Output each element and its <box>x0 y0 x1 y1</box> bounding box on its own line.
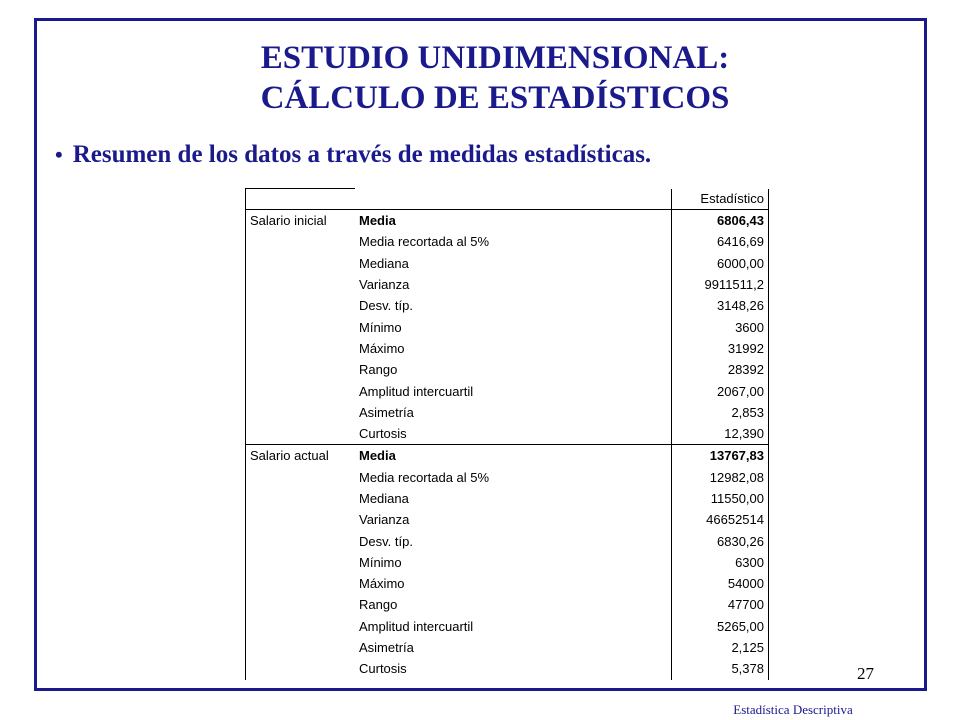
table-row <box>246 359 769 380</box>
statistic-name-cell: Desv. típ. <box>359 298 413 314</box>
table-row <box>246 445 769 467</box>
statistic-name-cell: Máximo <box>359 340 405 356</box>
statistic-value-cell: 5,378 <box>672 658 769 679</box>
statistic-value-cell: 2,125 <box>672 637 769 658</box>
statistic-name-cell: Curtosis <box>359 661 407 677</box>
variable-cell <box>246 467 356 488</box>
table-row <box>246 594 769 615</box>
variable-cell <box>246 402 356 423</box>
statistics-table <box>245 188 769 680</box>
variable-cell: Salario inicial <box>246 210 356 232</box>
statistic-value-cell: 46652514 <box>672 509 769 530</box>
statistic-name-cell: Desv. típ. <box>359 533 413 549</box>
variable-cell <box>246 637 356 658</box>
table-row <box>246 380 769 401</box>
statistic-name-cell: Asimetría <box>359 640 414 656</box>
table-row <box>246 488 769 509</box>
variable-cell <box>246 488 356 509</box>
statistic-value-cell: 12,390 <box>672 423 769 445</box>
table-row <box>246 658 769 679</box>
page-number: 27 <box>857 664 874 683</box>
variable-cell <box>246 359 356 380</box>
statistic-value-cell: 6000,00 <box>672 253 769 274</box>
title-line-2: CÁLCULO DE ESTADÍSTICOS <box>260 80 730 116</box>
statistic-name-cell: Media <box>359 213 396 229</box>
table-row <box>246 231 769 252</box>
statistics-table-body <box>246 189 769 680</box>
variable-cell <box>246 274 356 295</box>
header-blank-cell <box>246 189 356 210</box>
statistic-name-cell: Media recortada al 5% <box>359 469 490 485</box>
variable-cell <box>246 594 356 615</box>
statistic-name-cell: Máximo <box>359 576 405 592</box>
statistic-value-cell: 3148,26 <box>672 295 769 316</box>
variable-cell <box>246 253 356 274</box>
footer-text: Estadística Descriptiva <box>733 702 853 717</box>
statistic-value-cell: 11550,00 <box>672 488 769 509</box>
bullet-marker: • <box>55 142 63 167</box>
table-row <box>246 530 769 551</box>
statistic-name-cell: Asimetría <box>359 404 414 420</box>
statistic-name-cell: Amplitud intercuartil <box>359 383 474 399</box>
table-row <box>246 295 769 316</box>
statistic-name-cell: Media recortada al 5% <box>359 234 490 250</box>
table-row <box>246 552 769 573</box>
statistic-name-cell: Varianza <box>359 277 410 293</box>
header-statistic: Estadístico <box>672 189 769 210</box>
variable-cell <box>246 616 356 637</box>
statistic-name-cell: Media <box>359 448 396 464</box>
header-blank-cell <box>355 189 672 210</box>
statistic-value-cell: 3600 <box>672 316 769 337</box>
table-row <box>246 253 769 274</box>
statistic-value-cell: 12982,08 <box>672 467 769 488</box>
table-header-row <box>246 189 769 210</box>
statistic-value-cell: 6416,69 <box>672 231 769 252</box>
table-row <box>246 467 769 488</box>
variable-cell <box>246 380 356 401</box>
bullet-item <box>55 138 651 172</box>
statistic-name-cell: Rango <box>359 362 398 378</box>
table-row <box>246 210 769 232</box>
variable-cell <box>246 231 356 252</box>
statistic-value-cell: 5265,00 <box>672 616 769 637</box>
bullet-text: Resumen de los datos a través de medidas estadísticas. <box>72 141 652 168</box>
variable-cell <box>246 316 356 337</box>
variable-cell <box>246 295 356 316</box>
title-line-1: ESTUDIO UNIDIMENSIONAL: <box>260 40 730 76</box>
variable-cell <box>246 338 356 359</box>
statistic-value-cell: 2,853 <box>672 402 769 423</box>
statistic-value-cell: 28392 <box>672 359 769 380</box>
statistic-value-cell: 6806,43 <box>672 210 769 232</box>
table-row <box>246 423 769 445</box>
variable-cell <box>246 658 356 679</box>
statistic-value-cell: 13767,83 <box>672 445 769 467</box>
statistic-name-cell: Mediana <box>359 255 409 271</box>
statistic-name-cell: Rango <box>359 597 398 613</box>
slide-title <box>0 38 960 118</box>
table-row <box>246 274 769 295</box>
table-row <box>246 637 769 658</box>
statistic-value-cell: 47700 <box>672 594 769 615</box>
table-row <box>246 316 769 337</box>
variable-cell <box>246 573 356 594</box>
variable-cell <box>246 552 356 573</box>
table-row <box>246 402 769 423</box>
table-row <box>246 338 769 359</box>
table-row <box>246 573 769 594</box>
table-row <box>246 509 769 530</box>
statistic-value-cell: 54000 <box>672 573 769 594</box>
statistic-value-cell: 9911511,2 <box>672 274 769 295</box>
statistic-value-cell: 2067,00 <box>672 380 769 401</box>
variable-cell: Salario actual <box>246 445 356 467</box>
statistic-value-cell: 6300 <box>672 552 769 573</box>
statistic-name-cell: Varianza <box>359 512 410 528</box>
statistic-name-cell: Mínimo <box>359 319 402 335</box>
statistic-name-cell: Curtosis <box>355 423 672 445</box>
statistic-name-cell: Mediana <box>359 491 409 506</box>
statistic-value-cell: 31992 <box>672 338 769 359</box>
statistic-value-cell: 6830,26 <box>672 530 769 551</box>
statistic-name-cell: Amplitud intercuartil <box>359 618 474 634</box>
variable-cell <box>246 530 356 551</box>
variable-cell <box>246 423 356 445</box>
variable-cell <box>246 509 356 530</box>
table-row <box>246 616 769 637</box>
statistic-name-cell: Mínimo <box>359 554 402 570</box>
